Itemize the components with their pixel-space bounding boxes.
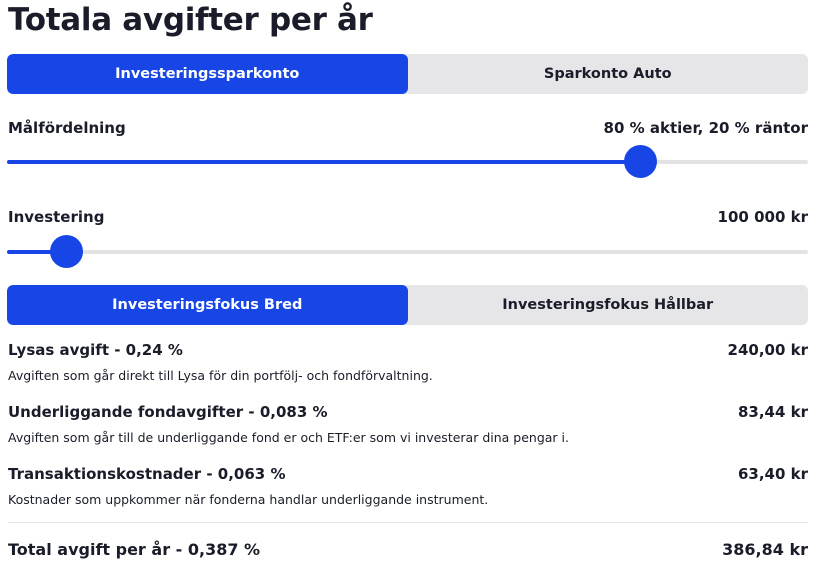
total-label: Total avgift per år - 0,387 % [8, 540, 261, 559]
page-title: Totala avgifter per år [8, 2, 373, 38]
total-fee-row [8, 540, 808, 560]
total-amount: 386,84 kr [722, 540, 808, 559]
fee-description: Avgiften som går till de underliggande fond er och ETF:er som vi investerar dina pengar i. [8, 430, 569, 445]
fee-name: Lysas avgift - 0,24 % [8, 341, 183, 359]
tab-focus-bred[interactable]: Investeringsfokus Bred [7, 285, 408, 325]
fee-item-transaction-costs [8, 464, 808, 508]
fee-description: Kostnader som uppkommer när fonderna handlar underliggande instrument. [8, 492, 489, 507]
fee-item-underlying-funds [8, 402, 808, 446]
investment-label: Investering [8, 208, 105, 226]
allocation-value: 80 % aktier, 20 % räntor [603, 119, 808, 137]
investment-slider[interactable] [7, 250, 808, 254]
allocation-slider[interactable] [7, 160, 808, 164]
divider [8, 522, 808, 523]
fee-description: Avgiften som går direkt till Lysa för din portfölj- och fondförvaltning. [8, 368, 433, 383]
allocation-header [8, 119, 808, 137]
investment-slider-thumb[interactable] [50, 235, 83, 268]
fee-amount: 63,40 kr [737, 465, 808, 483]
allocation-slider-thumb[interactable] [624, 145, 657, 178]
account-type-toggle [7, 54, 808, 94]
investment-focus-toggle [7, 285, 808, 325]
investment-value: 100 000 kr [717, 208, 808, 226]
allocation-slider-fill [7, 160, 640, 164]
tab-focus-hallbar[interactable]: Investeringsfokus Hållbar [502, 297, 714, 313]
fee-amount: 240,00 kr [727, 341, 808, 359]
tab-investeringssparkonto[interactable]: Investeringssparkonto [7, 54, 408, 94]
fee-item-lysa [8, 340, 808, 384]
tab-sparkonto-auto[interactable]: Sparkonto Auto [543, 66, 672, 82]
allocation-label: Målfördelning [8, 119, 126, 137]
fee-name: Transaktionskostnader - 0,063 % [8, 465, 286, 483]
fee-name: Underliggande fondavgifter - 0,083 % [8, 403, 328, 421]
fee-amount: 83,44 kr [737, 403, 808, 421]
investment-header [8, 208, 808, 226]
